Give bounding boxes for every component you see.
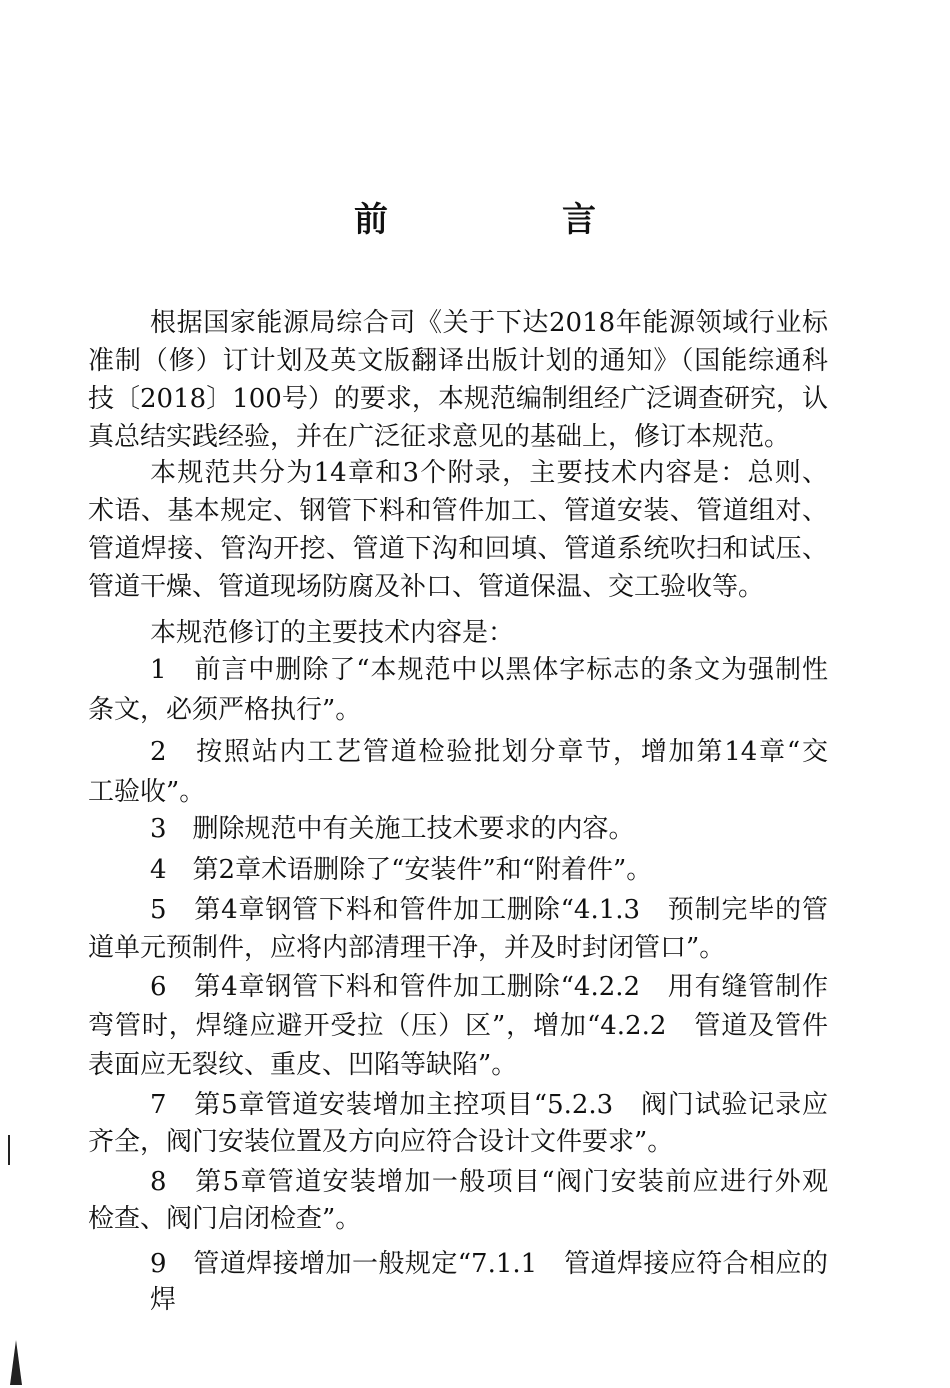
text-line: 1 前言中删除了“本规范中以黑体字标志的条文为强制性 [150, 655, 828, 685]
text-line: 4 第2章术语删除了“安装件”和“附着件”。 [150, 855, 653, 885]
text-line: 检查、阀门启闭检查”。 [88, 1204, 362, 1234]
text-line: 5 第4章钢管下料和管件加工删除“4.1.3 预制完毕的管 [150, 895, 828, 925]
scan-artifact-mark [8, 1135, 10, 1165]
text-line: 弯管时，焊缝应避开受拉（压）区”，增加“4.2.2 管道及管件 [88, 1011, 828, 1041]
text-line: 9 管道焊接增加一般规定“7.1.1 管道焊接应符合相应的焊 [150, 1249, 828, 1315]
text-line: 准制（修）订计划及英文版翻译出版计划的通知》（国能综通科 [88, 346, 828, 376]
text-line: 表面应无裂纹、重皮、凹陷等缺陷”。 [88, 1050, 518, 1080]
text-line: 根据国家能源局综合司《关于下达2018年能源领域行业标 [150, 308, 828, 338]
page-title: 前 言 [354, 200, 666, 240]
text-line: 2 按照站内工艺管道检验批划分章节，增加第14章“交 [150, 737, 828, 767]
text-line: 工验收”。 [88, 777, 206, 807]
text-line: 管道焊接、管沟开挖、管道下沟和回填、管道系统吹扫和试压、 [88, 534, 828, 564]
text-line: 7 第5章管道安装增加主控项目“5.2.3 阀门试验记录应 [150, 1090, 828, 1120]
text-line: 3 删除规范中有关施工技术要求的内容。 [150, 814, 635, 844]
text-line: 本规范修订的主要技术内容是： [150, 618, 515, 648]
text-line: 8 第5章管道安装增加一般项目“阀门安装前应进行外观 [150, 1167, 828, 1197]
text-line: 本规范共分为14章和3个附录，主要技术内容是：总则、 [150, 458, 828, 488]
text-line: 6 第4章钢管下料和管件加工删除“4.2.2 用有缝管制作 [150, 972, 828, 1002]
text-line: 技〔2018〕100号）的要求，本规范编制组经广泛调查研究，认 [88, 384, 828, 414]
text-line: 齐全，阀门安装位置及方向应符合设计文件要求”。 [88, 1127, 674, 1157]
scan-artifact-mark [10, 1340, 22, 1385]
text-line: 道单元预制件，应将内部清理干净，并及时封闭管口”。 [88, 933, 726, 963]
text-line: 术语、基本规定、钢管下料和管件加工、管道安装、管道组对、 [88, 496, 828, 526]
text-line: 管道干燥、管道现场防腐及补口、管道保温、交工验收等。 [88, 572, 765, 602]
text-line: 真总结实践经验，并在广泛征求意见的基础上，修订本规范。 [88, 422, 791, 452]
text-line: 条文，必须严格执行”。 [88, 695, 362, 725]
